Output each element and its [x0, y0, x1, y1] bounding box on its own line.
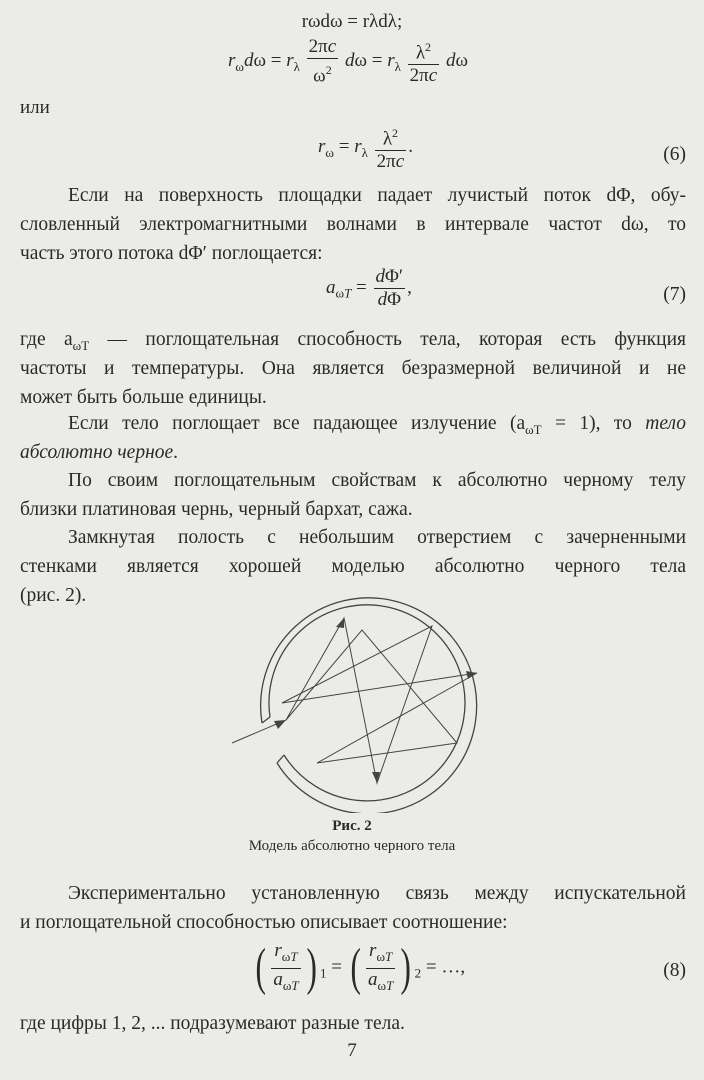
- eq8-tail: = …,: [425, 956, 466, 978]
- cavity-diagram: [222, 593, 492, 813]
- para3-italic-2: абсолютно черное: [20, 442, 174, 463]
- equation-top-text: rωdω = rλdλ;: [301, 11, 403, 32]
- equation-8-number: (8): [663, 960, 686, 981]
- para3-end: .: [173, 442, 179, 463]
- figure-caption-label: Рис. 2: [332, 818, 372, 834]
- eq8-sub-1: 1: [319, 965, 327, 981]
- para3-start: Если тело поглощает все падающее излучение (a: [68, 413, 526, 434]
- equation-8: ( $\frac{r_{\omega T}}{a_{\omega T}}$ ) $_1$ = ( $\frac{r_{\omega T}}{a_{\omega T}}$ ) $_2$ = …, (8): [255, 939, 686, 997]
- figure-caption-text: Модель абсолютно черного тела: [248, 838, 456, 854]
- paragraph-4-line-1: По своим поглощательным свойствам к абсолютно черному телу: [68, 470, 686, 491]
- para2-rest: — поглощательная способность тела, которая есть функция: [89, 329, 686, 350]
- paragraph-5-line-3: (рис. 2).: [20, 585, 87, 606]
- equation-7-number: (7): [663, 284, 686, 305]
- equation-6: $r_\omega = r_\lambda$ $\frac{\lambda^2}{2\pi c}$ . (6): [318, 126, 686, 173]
- equation-6-number: (6): [663, 144, 686, 165]
- paragraph-3-line-2: [20, 439, 686, 468]
- equation-7: $a_{\omega T}$ = $\frac{d\Phi'}{d\Phi}$ , (7): [326, 266, 686, 310]
- outer-wall: [261, 598, 477, 813]
- entry-arrow-head: [274, 720, 286, 729]
- equation-top: [0, 10, 704, 34]
- paragraph-2-line-2: частоты и температуры. Она является безразмерной величиной и не: [20, 358, 686, 379]
- opening-edge-top: [262, 717, 270, 723]
- para3-subscript: ωT: [525, 421, 542, 437]
- paragraph-1-line-1: Если на поверхность площадки падает лучистый поток dΦ, обу-: [68, 185, 686, 206]
- para2-start: где a: [20, 329, 73, 350]
- para3-mid: = 1), то: [541, 413, 646, 434]
- paragraph-5-line-2: стенками является хорошей моделью абсолютно черного тела: [20, 556, 686, 577]
- eq8-sub-2: 2: [414, 965, 422, 981]
- inner-wall: [269, 605, 465, 801]
- equation-conversion: $r_\omega d\omega = r_\lambda$ $\frac{2\pi c}{\omega^2}$ $d\omega = r_\lambda$ $\frac{\lambda^2}{2\pi c}$ dω: [228, 36, 468, 87]
- paragraph-1-line-2: словленный электромагнитными волнами в интервале частот dω, то: [20, 214, 686, 235]
- paragraph-6-line-2: и поглощательной способностью описывает соотношение:: [20, 912, 508, 933]
- paragraph-5-line-1: Замкнутая полость с небольшим отверстием с зачерненными: [68, 527, 686, 548]
- para2-subscript: ωT: [72, 337, 90, 353]
- page-number: 7: [347, 1040, 357, 1061]
- arrow-top: [336, 618, 344, 628]
- paragraph-1-line-3: часть этого потока dΦ′ поглощается:: [20, 243, 323, 264]
- blackbody-figure: [222, 593, 492, 818]
- word-or: или: [20, 97, 50, 118]
- paragraph-7: где цифры 1, 2, ... подразумевают разные тела.: [20, 1013, 405, 1034]
- paragraph-2-line-3: может быть больше единицы.: [20, 387, 267, 408]
- paragraph-6-line-1: Экспериментально установленную связь между испускательной: [68, 883, 686, 904]
- paragraph-4-line-2: близки платиновая чернь, черный бархат, сажа.: [20, 499, 413, 520]
- para3-italic-1: тело: [645, 413, 686, 434]
- opening-edge-bottom: [277, 755, 284, 763]
